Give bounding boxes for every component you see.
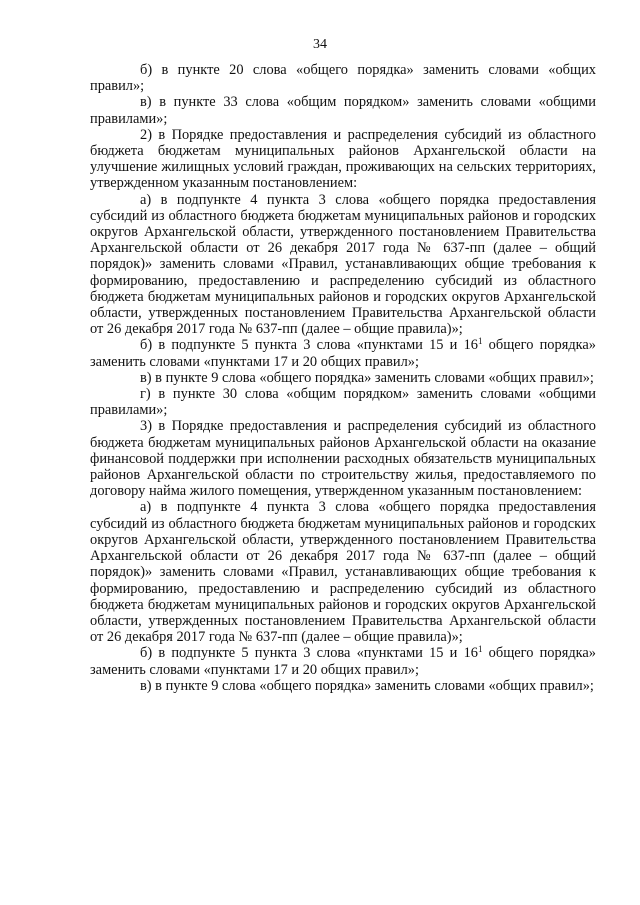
paragraph-text: б) в подпункте 5 пункта 3 слова «пунктами 15 и 16 xyxy=(140,645,478,662)
paragraph-text: общего порядка» заменить словами «пунктами 17 и 20 общих правил»; xyxy=(90,337,596,370)
superscript: 1 xyxy=(477,644,483,655)
paragraph: 3) в Порядке предоставления и распределения субсидий из областного бюджета бюджетам муниципальных районов Архангельской области на оказание финансовой поддержки при исполнении расходных обязательств муниципальных районов Архангельской области по строительству жилья, предоставляемого по договору найма жилого помещения, утвержденном указанным постановлением: xyxy=(90,418,596,500)
page-number: 34 xyxy=(313,37,327,52)
paragraph: а) в подпункте 4 пункта 3 слова «общего порядка предоставления субсидий из областного бюджета бюджетам муниципальных районов и городских округов Архангельской области, утвержденного постановлением Правительства Архангельской области от 26 декабря 2017 года № 637-пп (далее – общий порядок)» заменить словами «Правил, устанавливающих общие требования к формированию, предоставлению и распределению субсидий из областного бюджета бюджетам муниципальных районов и городских округов Архангельской области, утвержденных постановлением Правительства Архангельской области от 26 декабря 2017 года № 637-пп (далее – общие правила)»; xyxy=(90,191,596,338)
paragraph-text: б) в подпункте 5 пункта 3 слова «пунктами 15 и 16 xyxy=(140,337,478,354)
paragraph: в) в пункте 9 слова «общего порядка» заменить словами «общих правил»; xyxy=(140,677,594,694)
paragraph-text: общего порядка» заменить словами «пунктами 17 и 20 общих правил»; xyxy=(90,645,596,678)
paragraph: б) в пункте 20 слова «общего порядка» заменить словами «общих правил»; xyxy=(90,62,596,95)
superscript: 1 xyxy=(477,336,483,347)
paragraph: г) в пункте 30 слова «общим порядком» заменить словами «общими правилами»; xyxy=(90,386,596,419)
paragraph: а) в подпункте 4 пункта 3 слова «общего порядка предоставления субсидий из областного бюджета бюджетам муниципальных районов и городских округов Архангельской области, утвержденного постановлением Правительства Архангельской области от 26 декабря 2017 года № 637-пп (далее – общий порядок)» заменить словами «Правил, устанавливающих общие требования к формированию, предоставлению и распределению субсидий из областного бюджета бюджетам муниципальных районов и городских округов Архангельской области, утвержденных постановлением Правительства Архангельской области от 26 декабря 2017 года № 637-пп (далее – общие правила)»; xyxy=(90,499,596,646)
paragraph: в) в пункте 9 слова «общего порядка» заменить словами «общих правил»; xyxy=(140,369,594,386)
paragraph: в) в пункте 33 слова «общим порядком» заменить словами «общими правилами»; xyxy=(90,94,596,127)
paragraph xyxy=(90,645,596,677)
paragraph: 2) в Порядке предоставления и распределения субсидий из областного бюджета бюджетам муниципальных районов Архангельской области на улучшение жилищных условий граждан, проживающих на сельских территориях, утвержденном указанным постановлением: xyxy=(90,126,596,192)
paragraph xyxy=(90,337,596,369)
document-body xyxy=(90,62,596,694)
